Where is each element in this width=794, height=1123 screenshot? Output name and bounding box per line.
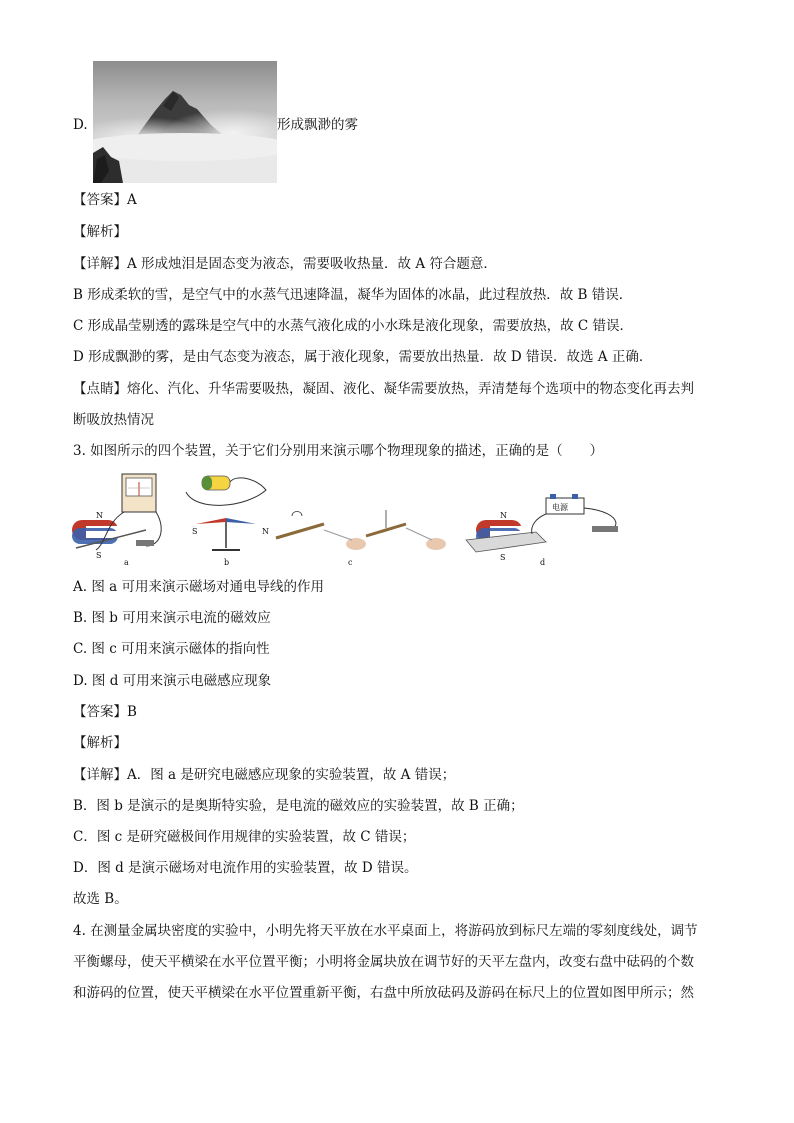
magnet-s-label-d: S	[500, 553, 506, 562]
q2-detail-c: C 形成晶莹剔透的露珠是空气中的水蒸气液化成的小水珠是液化现象，需要放热，故 C 错误．	[73, 318, 634, 334]
q2-point-line1: 【点睛】熔化、汽化、升华需要吸热，凝固、液化、凝华需要放热，弄清楚每个选项中的物态变化再去判	[73, 381, 694, 397]
power-source-label: 电源	[552, 503, 568, 512]
magnet-n-label-a: N	[96, 511, 103, 520]
option-d-text: 形成飘渺的雾	[277, 117, 358, 133]
magnet-n-label-d: N	[500, 511, 507, 520]
q3-figure	[66, 468, 626, 568]
q3-answer: 【答案】B	[73, 704, 137, 720]
q3-analysis-heading: 【解析】	[73, 735, 127, 751]
q2-detail-d: D 形成飘渺的雾，是由气态变为液态，属于液化现象，需要放出热量．故 D 错误．故选 A 正确．	[73, 349, 653, 365]
q2-detail-b: B 形成柔软的雪，是空气中的水蒸气迅速降温，凝华为固体的冰晶，此过程放热．故 B 错误．	[73, 287, 633, 303]
figure-c-apparatus	[276, 510, 446, 550]
q3-option-a: A. 图 a 可用来演示磁场对通电导线的作用	[73, 579, 324, 595]
q4-line1: 4. 在测量金属块密度的实验中，小明先将天平放在水平桌面上，将游码放到标尺左端的零刻度线处，调节	[73, 923, 698, 939]
compass-s-label: S	[192, 527, 198, 536]
figure-label-a: a	[124, 558, 129, 567]
q3-stem: 3. 如图所示的四个装置，关于它们分别用来演示哪个物理现象的描述，正确的是（ ）	[73, 443, 604, 459]
q3-detail-d: D．图 d 是演示磁场对电流作用的实验装置，故 D 错误。	[73, 860, 418, 876]
compass-n-label: N	[262, 527, 269, 536]
figure-d-apparatus	[466, 494, 618, 552]
figure-label-b: b	[224, 558, 230, 567]
q3-detail-c: C．图 c 是研究磁极间作用规律的实验装置，故 C 错误；	[73, 829, 416, 845]
q3-option-c: C. 图 c 可用来演示磁体的指向性	[73, 641, 270, 657]
q4-line3: 和游码的位置，使天平横梁在水平位置重新平衡，右盘中所放砝码及游码在标尺上的位置如图甲所示；然	[73, 985, 694, 1001]
q3-detail-b: B．图 b 是演示的是奥斯特实验，是电流的磁效应的实验装置，故 B 正确；	[73, 798, 524, 814]
q3-choose: 故选 B。	[73, 891, 128, 907]
fog-mountain-photo	[93, 61, 277, 183]
q2-point-line2: 断吸放热情况	[73, 412, 154, 428]
q2-analysis-heading: 【解析】	[73, 224, 127, 240]
q2-detail-a: 【详解】A 形成烛泪是固态变为液态，需要吸收热量．故 A 符合题意．	[73, 256, 497, 272]
q4-line2: 平衡螺母，使天平横梁在水平位置平衡；小明将金属块放在调节好的天平左盘内，改变右盘中砝码的个数	[73, 954, 694, 970]
figure-b-apparatus	[186, 476, 266, 550]
q3-option-d: D. 图 d 可用来演示电磁感应现象	[73, 673, 272, 689]
q2-answer: 【答案】A	[73, 192, 137, 208]
figure-label-c: c	[348, 558, 353, 567]
q3-detail-a: 【详解】A．图 a 是研究电磁感应现象的实验装置，故 A 错误；	[73, 767, 456, 783]
q3-option-b: B. 图 b 可用来演示电流的磁效应	[73, 610, 271, 626]
figure-label-d: d	[540, 558, 546, 567]
figure-a-apparatus	[72, 474, 161, 550]
magnet-s-label-a: S	[96, 551, 102, 560]
option-d-label: D.	[73, 117, 88, 133]
